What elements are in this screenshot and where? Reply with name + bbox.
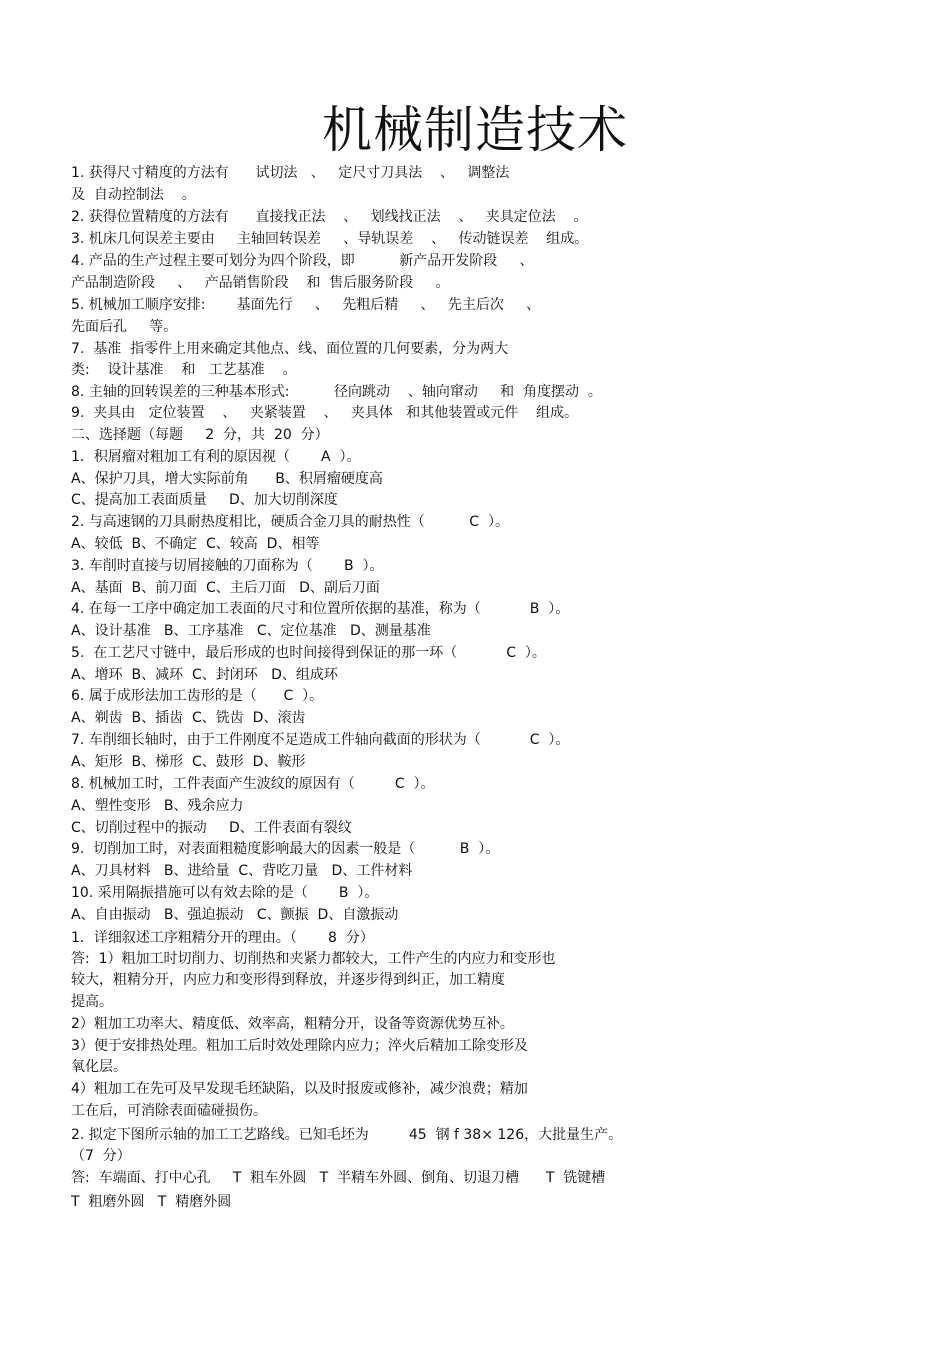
answer-line: 氧化层。 <box>71 1059 127 1075</box>
question-line: 10. 采用隔振措施可以有效去除的是（ B ）。 <box>71 885 379 901</box>
text-line: 5. 机械加工顺序安排: 基面先行 、 先粗后精 、 先主后次 、 <box>71 297 541 313</box>
option-line: A、剃齿 B、插齿 C、铣齿 D、滚齿 <box>71 710 306 726</box>
answer-line: 较大，粗精分开，内应力和变形得到释放，并逐步得到纠正，加工精度 <box>71 972 505 988</box>
option-line: A、自由振动 B、强迫振动 C、颤振 D、自激振动 <box>71 907 399 923</box>
text-line: 类: 设计基准 和 工艺基准 。 <box>71 362 297 378</box>
answer-line: 3）便于安排热处理。粗加工后时效处理除内应力；淬火后精加工除变形及 <box>71 1038 528 1054</box>
question-line: 4. 在每一工序中确定加工表面的尺寸和位置所依据的基准，称为（ B ）。 <box>71 601 570 617</box>
question-line: （7 分） <box>71 1148 131 1164</box>
option-line: C、切削过程中的振动 D、工件表面有裂纹 <box>71 820 352 836</box>
option-line: C、提高加工表面质量 D、加大切削深度 <box>71 492 338 508</box>
text-line: 9. 夹具由 定位装置 、 夹紧装置 、 夹具体 和其他装置或元件 组成。 <box>71 405 579 421</box>
answer-line: 答: 1）粗加工时切削力、切削热和夹紧力都较大，工件产生的内应力和变形也 <box>71 951 556 967</box>
option-line: A、基面 B、前刀面 C、主后刀面 D、副后刀面 <box>71 580 380 596</box>
answer-line: T 粗磨外圆 T 精磨外圆 <box>71 1194 232 1210</box>
option-line: A、设计基准 B、工序基准 C、定位基准 D、测量基准 <box>71 623 431 639</box>
text-line: 及 自动控制法 。 <box>71 187 196 203</box>
question-line: 3. 车削时直接与切屑接触的刀面称为（ B ）。 <box>71 558 384 574</box>
question-line: 8. 机械加工时，工件表面产生波纹的原因有（ C ）。 <box>71 776 435 792</box>
option-line: A、保护刀具，增大实际前角 B、积屑瘤硬度高 <box>71 471 383 487</box>
text-line: 4. 产品的生产过程主要可划分为四个阶段，即 新产品开发阶段 、 <box>71 253 534 269</box>
text-line: 3. 机床几何误差主要由 主轴回转误差 、导轨误差 、 传动链误差 组成。 <box>71 231 589 247</box>
question-line: 7. 车削细长轴时，由于工件刚度不足造成工件轴向截面的形状为（ C ）。 <box>71 732 570 748</box>
question-line: 1．详细叙述工序粗精分开的理由。（ 8 分） <box>71 930 374 946</box>
option-line: A、增环 B、减环 C、封闭环 D、组成环 <box>71 667 338 683</box>
option-line: A、较低 B、不确定 C、较高 D、相等 <box>71 536 320 552</box>
question-line: 2. 与高速钢的刀具耐热度相比，硬质合金刀具的耐热性（ C ）。 <box>71 514 509 530</box>
question-line: 1．积屑瘤对粗加工有利的原因视（ A ）。 <box>71 449 361 465</box>
text-line: 7. 基准 指零件上用来确定其他点、线、面位置的几何要素，分为两大 <box>71 341 509 357</box>
answer-line: 提高。 <box>71 994 113 1010</box>
question-line: 6. 属于成形法加工齿形的是（ C ）。 <box>71 688 324 704</box>
text-line: 8. 主轴的回转误差的三种基本形式: 径向跳动 、轴向窜动 和 角度摆动 。 <box>71 384 602 400</box>
text-line: 2. 获得位置精度的方法有 直接找正法 、 划线找正法 、 夹具定位法 。 <box>71 209 588 225</box>
text-line: 产品制造阶段 、 产品销售阶段 和 售后服务阶段 。 <box>71 275 450 291</box>
text-line: 1. 获得尺寸精度的方法有 试切法 、 定尺寸刀具法 、 调整法 <box>71 165 510 181</box>
answer-line: 工在后，可消除表面磕碰损伤。 <box>71 1103 267 1119</box>
section-heading: 二、选择题（每题 2 分，共 20 分） <box>71 427 329 443</box>
answer-line: 4）粗加工在先可及早发现毛坯缺陷，以及时报废或修补，减少浪费；精加 <box>71 1081 528 1097</box>
answer-line: 2）粗加工功率大、精度低、效率高，粗精分开，设备等资源优势互补。 <box>71 1016 514 1032</box>
option-line: A、矩形 B、梯形 C、鼓形 D、鞍形 <box>71 754 306 770</box>
question-line: 9. 切削加工时，对表面粗糙度影响最大的因素一般是（ B ）。 <box>71 841 500 857</box>
answer-line: 答: 车端面、打中心孔 T 粗车外圆 T 半精车外圆、倒角、切退刀槽 T 铣键槽 <box>71 1170 606 1186</box>
document-title: 机械制造技术 <box>322 101 628 159</box>
option-line: A、刀具材料 B、进给量 C、背吃刀量 D、工件材料 <box>71 863 413 879</box>
text-line: 先面后孔 等。 <box>71 319 178 335</box>
option-line: A、塑性变形 B、残余应力 <box>71 798 244 814</box>
question-line: 5. 在工艺尺寸链中，最后形成的也时间接得到保证的那一环（ C ）。 <box>71 645 546 661</box>
question-line: 2. 拟定下图所示轴的加工工艺路线。已知毛坯为 45 钢 f 38× 126，大批量生产。 <box>71 1127 623 1143</box>
